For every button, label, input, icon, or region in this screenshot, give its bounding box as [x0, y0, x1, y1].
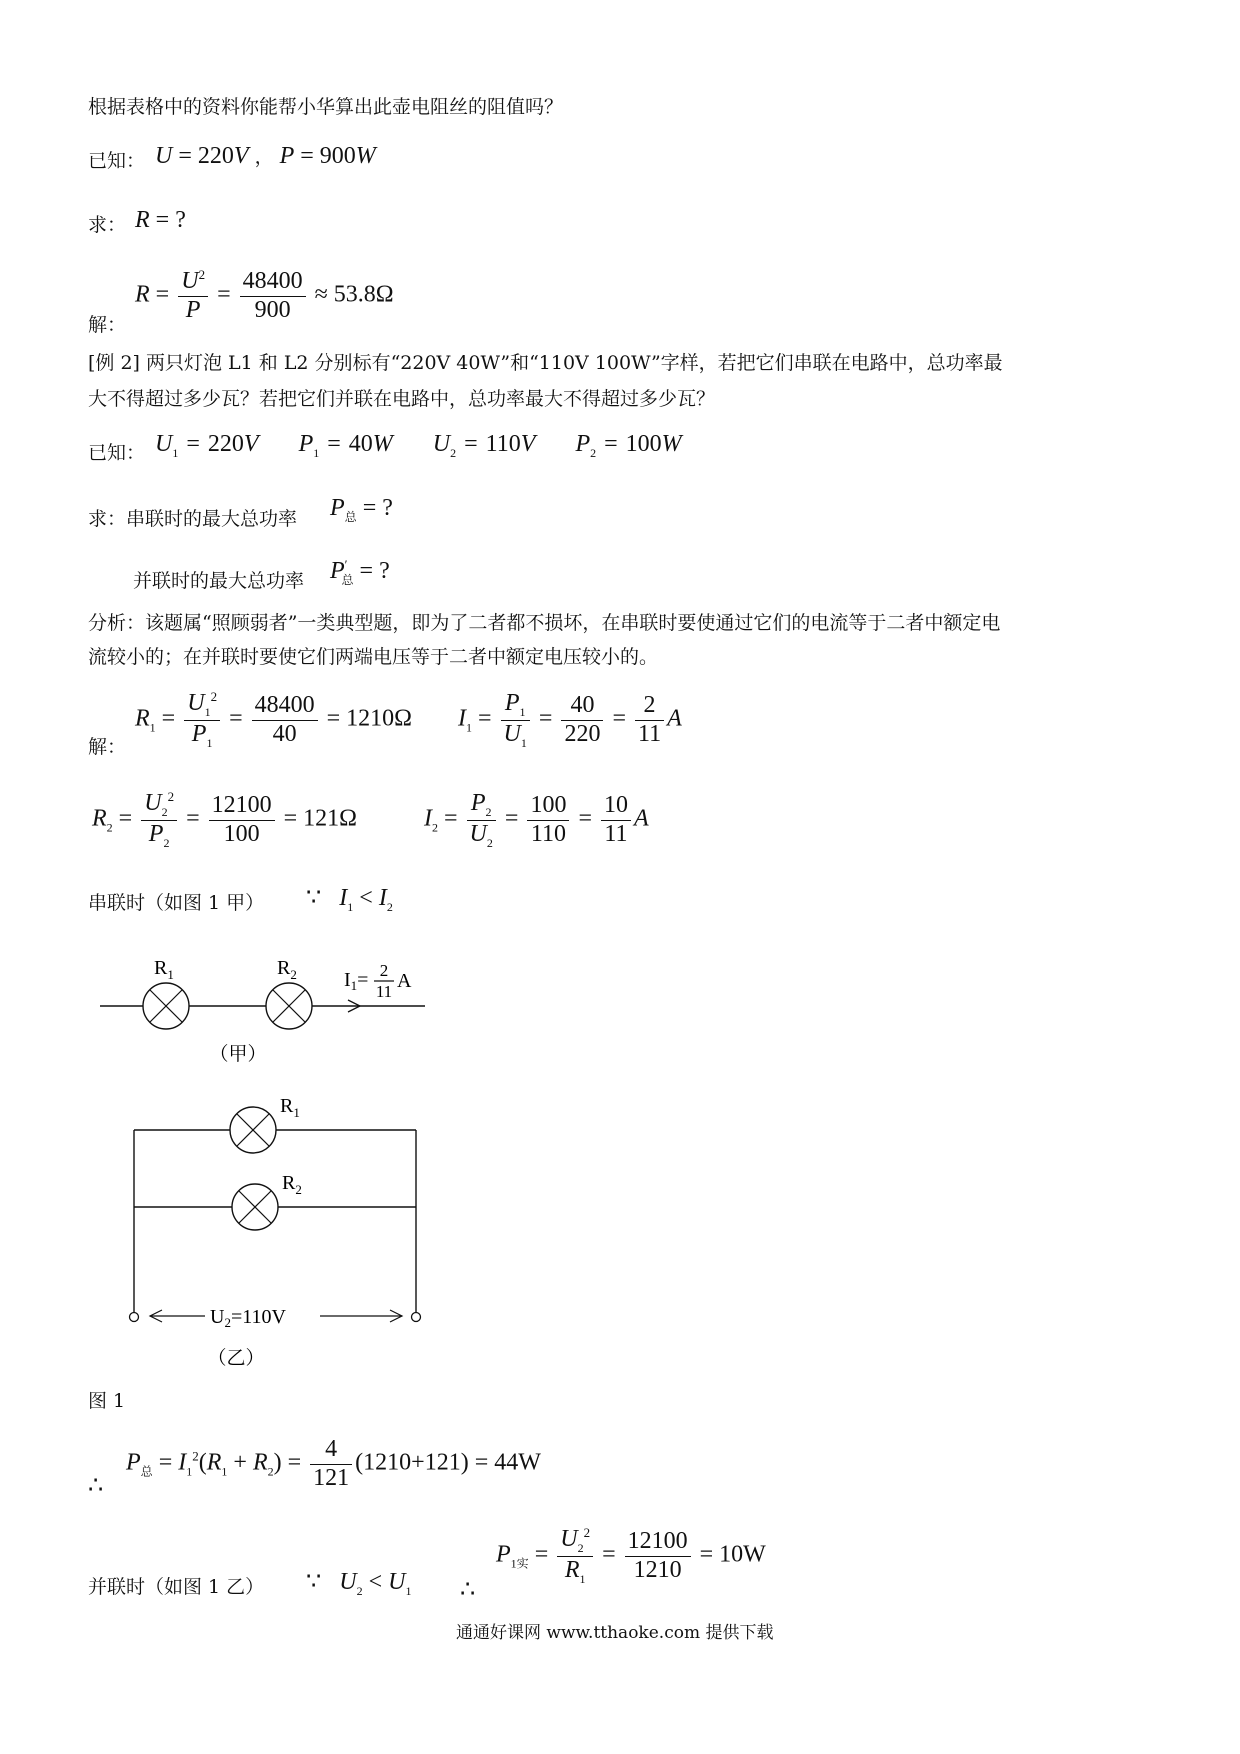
subscript: 1	[579, 1571, 586, 1586]
fraction	[527, 792, 569, 848]
val-40: 40	[348, 431, 373, 457]
eq-sign: =	[155, 207, 170, 233]
exponent: 2	[167, 789, 175, 804]
var-u: U	[432, 431, 451, 457]
unit-w: W	[355, 143, 376, 169]
r1-formula	[135, 690, 412, 750]
var-u: U	[469, 820, 487, 847]
subscript: 2	[485, 804, 492, 819]
unit-a: A	[633, 805, 649, 832]
fraction	[635, 692, 664, 748]
var-u: U	[155, 143, 173, 169]
eq-sign: =	[178, 143, 192, 169]
question-mark: ?	[379, 558, 390, 584]
known2-formula	[155, 432, 682, 459]
lt-sign: <	[359, 885, 373, 911]
numerator: 4	[310, 1436, 352, 1465]
fraction	[209, 792, 275, 848]
series-current-den: 11	[375, 982, 393, 1001]
subscript: 1	[206, 735, 213, 750]
var-u: U	[388, 1569, 406, 1595]
exponent: 2	[198, 267, 206, 282]
val-100: 100	[625, 431, 662, 457]
parallel-caption: （乙）	[207, 1348, 265, 1369]
var-r: R	[92, 805, 107, 832]
numerator: 2	[635, 692, 664, 721]
therefore-symbol: ∴	[460, 1577, 476, 1603]
denominator: 11	[604, 820, 628, 847]
subscript: 总	[140, 1464, 153, 1479]
series-current-num: 2	[379, 961, 389, 980]
eq-sign: =	[578, 805, 592, 832]
series-circuit-diagram	[90, 950, 440, 1075]
series-caption: （甲）	[209, 1044, 267, 1065]
parallel-voltage-label: $U_2=110V$	[210, 1306, 286, 1330]
eq-sign: =	[186, 431, 200, 457]
solution-label: 解：	[88, 314, 127, 336]
subscript: 1	[520, 735, 527, 750]
fraction	[625, 1528, 691, 1584]
result: 10W	[719, 1541, 766, 1568]
known-label: 已知：	[88, 150, 146, 172]
eq-sign: =	[155, 281, 170, 308]
val-220: 220	[197, 143, 234, 169]
denominator: 40	[272, 720, 297, 747]
because-symbol: ∵	[306, 885, 322, 911]
eq-sign: =	[538, 705, 553, 732]
var-r: R	[135, 705, 150, 732]
find-parallel-formula: $P'_总$ = ?	[330, 557, 390, 587]
approx-sign: ≈	[314, 281, 328, 308]
eq-sign: =	[602, 1541, 616, 1568]
subscript: 2	[450, 445, 457, 460]
eq-sign: =	[158, 1449, 173, 1476]
eq-sign: =	[699, 1541, 714, 1568]
numerator: 48400	[240, 268, 306, 297]
result: 1210Ω	[346, 705, 412, 732]
eq-sign: =	[444, 805, 458, 832]
subscript: 总	[344, 509, 357, 524]
var-u: U	[187, 690, 205, 716]
subscript: 1	[149, 720, 156, 735]
unit-a: A	[667, 705, 682, 732]
series-power-formula: $P_总 = I_1^2(R_1 + R_2)$ = $\frac{4}{121}$ (1210+121) = 44W	[126, 1436, 541, 1491]
var-p: P	[575, 431, 591, 457]
subscript: 1	[313, 445, 320, 460]
example2-line1: [例 2] 两只灯泡 L1 和 L2 分别标有“220V 40W”和“110V 100W”字样，若把它们串联在电路中，总功率最	[88, 352, 1003, 374]
exponent: 2	[210, 689, 218, 704]
series-current-unit: A	[397, 970, 412, 992]
var-p: P	[470, 790, 486, 816]
known-label: 已知：	[88, 442, 146, 464]
var-u: U	[560, 1526, 578, 1552]
var-u: U	[144, 790, 162, 816]
eq-sign: =	[217, 281, 231, 308]
eq-sign: =	[287, 1449, 302, 1476]
example2-line2: 大不得超过多少瓦？若把它们并联在电路中，总功率最大不得超过多少瓦？	[88, 388, 716, 410]
var-u: U	[155, 431, 173, 457]
denominator: 900	[254, 296, 291, 323]
terminal	[130, 1313, 139, 1322]
plus-sign: +	[233, 1449, 247, 1476]
find-series-formula	[330, 496, 393, 523]
series-condition	[306, 886, 393, 913]
therefore-symbol: ∴	[88, 1473, 104, 1499]
parallel-circuit-diagram	[110, 1090, 440, 1380]
var-r: R	[564, 1556, 580, 1583]
fraction	[252, 692, 318, 748]
question-text: 根据表格中的资料你能帮小华算出此壶电阻丝的阻值吗？	[88, 96, 564, 118]
result: 53.8Ω	[333, 281, 394, 308]
fraction	[557, 1526, 593, 1586]
eq-sign: =	[604, 431, 618, 457]
denominator: 121	[313, 1464, 350, 1491]
subscript: 1	[405, 1583, 412, 1598]
numerator: 48400	[252, 692, 318, 721]
subscript: 2	[386, 899, 393, 914]
var-u: U	[339, 1569, 357, 1595]
subscript: 2	[486, 835, 493, 850]
unit-w: W	[661, 431, 682, 457]
eq-sign: =	[464, 431, 478, 457]
result: 121Ω	[303, 805, 357, 832]
result: 44W	[494, 1449, 541, 1476]
because-symbol: ∵	[306, 1569, 322, 1595]
eq-sign: =	[474, 1449, 489, 1476]
var-i: I	[178, 1449, 187, 1476]
denominator: 100	[223, 820, 260, 847]
denominator: 1210	[633, 1556, 682, 1583]
var-p: P	[330, 558, 345, 584]
var-p: P	[185, 296, 201, 323]
numerator: 100	[527, 792, 569, 821]
var-r: R	[252, 1449, 268, 1476]
subscript: 1	[186, 1464, 193, 1479]
eq-sign: =	[229, 705, 243, 732]
known1-formula	[155, 144, 376, 168]
lt-sign: <	[368, 1569, 383, 1595]
subscript: 1	[519, 704, 526, 719]
var-p: P	[279, 143, 295, 169]
r2-formula	[92, 790, 357, 850]
eq-sign: =	[534, 1541, 549, 1568]
figure-caption: 图 1	[88, 1390, 126, 1412]
val-900: 900	[319, 143, 356, 169]
series-current-label: $I_1=$	[344, 969, 369, 993]
eq-sign: =	[161, 705, 176, 732]
series-label: 串联时（如图 1 甲）	[88, 892, 265, 914]
parallel-power-formula	[496, 1526, 766, 1586]
numerator: 40	[561, 692, 603, 721]
label-r1: $R_1$	[154, 957, 174, 982]
question-mark: ?	[382, 495, 393, 521]
eq-sign: =	[504, 805, 519, 832]
eq-sign: =	[612, 705, 626, 732]
fraction-u2-p	[178, 268, 208, 324]
subscript: 总	[341, 572, 354, 587]
subscript: 2	[106, 820, 113, 835]
i1-formula	[458, 690, 682, 750]
var-u: U	[181, 268, 199, 294]
numerator: 12100	[625, 1528, 691, 1557]
fraction	[601, 792, 631, 848]
unit-v: V	[520, 431, 536, 457]
footer-text: 通通好课网 www.tthaoke.com 提供下载	[456, 1623, 774, 1643]
numerator: 12100	[209, 792, 275, 821]
var-p: P	[148, 820, 164, 847]
denominator: 110	[530, 820, 566, 847]
var-i: I	[458, 705, 466, 732]
terminal	[412, 1313, 421, 1322]
i2-formula	[424, 790, 649, 850]
find1-formula	[135, 208, 186, 232]
exponent: 2	[192, 1448, 199, 1464]
fraction-48400-900	[240, 268, 306, 324]
parallel-label: 并联时（如图 1 乙）	[88, 1576, 265, 1598]
denominator: 11	[637, 720, 662, 747]
label-r2: $R_2$	[282, 1172, 302, 1197]
var-i: I	[424, 805, 432, 832]
subscript: 2	[590, 445, 597, 460]
var-p: P	[298, 431, 314, 457]
subscript: 1	[172, 445, 179, 460]
unit-w: W	[372, 431, 393, 457]
subscript: 2	[577, 1540, 584, 1555]
unit-v: V	[243, 431, 259, 457]
subscript: 2	[163, 835, 170, 850]
unit-v: V	[233, 143, 249, 169]
find-label: 求：	[88, 214, 127, 236]
subscript: 1	[204, 704, 211, 719]
fraction	[310, 1436, 352, 1492]
var-p: P	[126, 1449, 141, 1476]
question-mark: ?	[175, 207, 186, 233]
eq-sign: =	[283, 805, 298, 832]
var-p: P	[330, 495, 345, 521]
fraction	[467, 790, 496, 850]
var-p: P	[191, 720, 207, 747]
var-p: P	[496, 1541, 511, 1568]
sum-expression: (1210+121)	[355, 1449, 469, 1476]
eq-sign: =	[186, 805, 200, 832]
eq-sign: =	[327, 431, 341, 457]
parallel-condition	[306, 1570, 412, 1597]
eq-sign: =	[359, 558, 374, 584]
eq-sign: =	[326, 705, 341, 732]
fraction	[184, 690, 220, 750]
numerator: 10	[601, 792, 631, 821]
subscript: 1实	[510, 1556, 529, 1571]
eq-sign: =	[118, 805, 133, 832]
find-series-label: 求：串联时的最大总功率	[88, 508, 298, 530]
analysis-line2: 流较小的；在并联时要使它们两端电压等于二者中额定电压较小的。	[88, 646, 659, 668]
eq-sign: =	[478, 705, 492, 732]
subscript: 2	[356, 1583, 363, 1598]
exponent: 2	[583, 1525, 591, 1540]
label-r1: $R_1$	[280, 1095, 300, 1120]
fraction	[561, 692, 603, 748]
fraction	[501, 690, 530, 750]
analysis-line1: 分析：该题属“照顾弱者”一类典型题，即为了二者都不损坏，在串联时要使通过它们的电流等于二者中额定电	[88, 612, 1001, 634]
subscript: 2	[161, 804, 168, 819]
val-220: 220	[207, 431, 244, 457]
solution-label: 解：	[88, 736, 127, 758]
var-r: R	[206, 1449, 222, 1476]
eq-sign: =	[362, 495, 377, 521]
sol1-formula	[135, 268, 394, 324]
var-i: I	[339, 885, 348, 911]
var-u: U	[503, 720, 521, 747]
subscript: 2	[267, 1464, 274, 1479]
subscript: 2	[432, 820, 438, 835]
subscript: 1	[347, 899, 354, 914]
var-i: I	[378, 885, 387, 911]
subscript: 1	[221, 1464, 228, 1479]
denominator: 220	[564, 720, 601, 747]
var-p: P	[504, 690, 520, 716]
separator: ，	[254, 146, 274, 168]
subscript: 1	[466, 720, 472, 735]
eq-sign: =	[300, 143, 314, 169]
var-r: R	[135, 207, 150, 233]
label-r2: $R_2$	[277, 957, 297, 982]
fraction	[141, 790, 177, 850]
find-parallel-label: 并联时的最大总功率	[133, 570, 305, 592]
val-110: 110	[485, 431, 521, 457]
var-r: R	[135, 281, 150, 308]
